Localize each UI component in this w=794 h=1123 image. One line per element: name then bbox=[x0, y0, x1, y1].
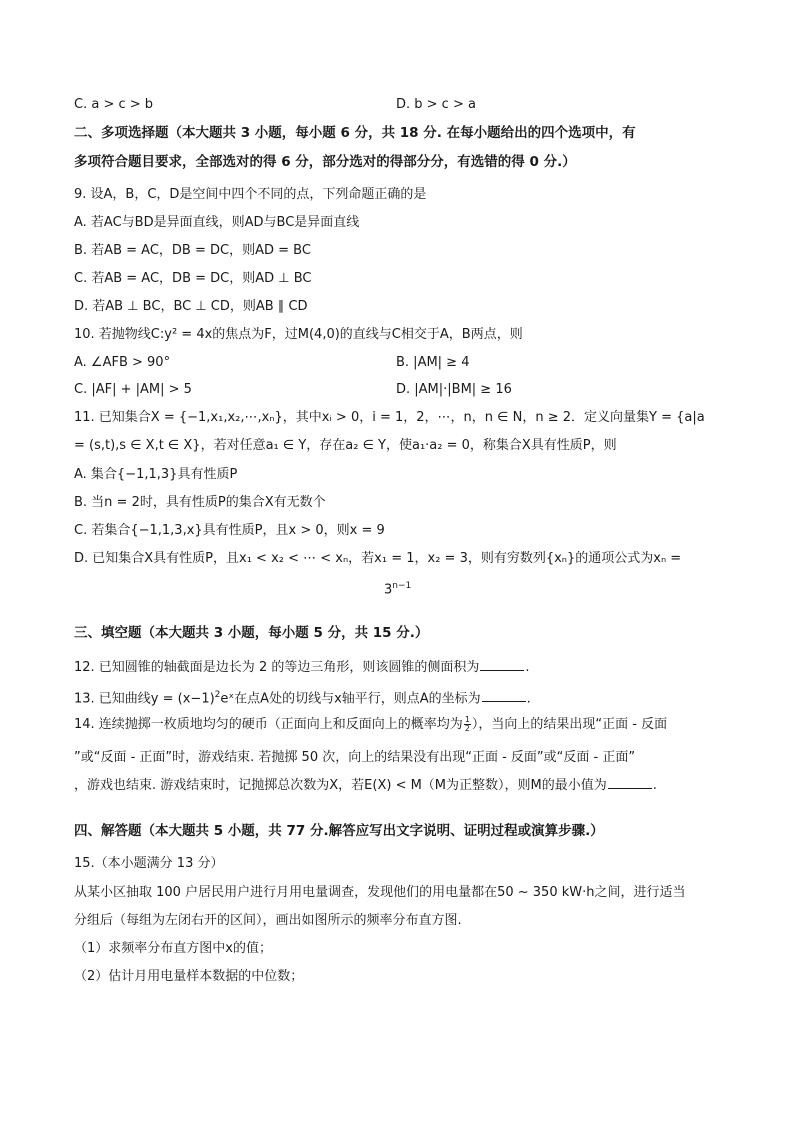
q15-line2: 分组后（每组为左闭右开的区间），画出如图所示的频率分布直方图. bbox=[74, 913, 462, 928]
q11-stem-line1: 11. 已知集合X = {−1,x₁,x₂,⋯,xₙ}，其中xᵢ > 0，i = 1，2，⋯，n，n ∈ N，n ≥ 2．定义向量集Y = {a|a bbox=[74, 410, 705, 425]
q11-option-d-line1: D. 已知集合X具有性质P，且x₁ < x₂ < ⋯ < xₙ，若x₁ = 1，x₂ = 3，则有穷数列{xₙ}的通项公式为xₙ = bbox=[74, 551, 682, 566]
q8-option-c: C. a > c > b bbox=[74, 97, 154, 112]
q13-stem-pre: 13. 已知曲线y = (x−1) bbox=[74, 691, 215, 707]
q10-option-a: A. ∠AFB > 90° bbox=[74, 355, 171, 370]
q14-line3-text: ，游戏也结束. 游戏结束时，记抛掷总次数为X，若E(X) < M（M为正整数），则M的最小值为 bbox=[74, 778, 607, 793]
section3-title: 三、填空题（本大题共 3 小题，每小题 5 分，共 15 分.） bbox=[74, 625, 429, 641]
q15-part1: （1）求频率分布直方图中x的值； bbox=[74, 941, 272, 956]
q12-stem: 12. 已知圆锥的轴截面是边长为 2 的等边三角形，则该圆锥的侧面积为 bbox=[74, 660, 480, 675]
q11-option-a: A. 集合{−1,1,3}具有性质P bbox=[74, 467, 238, 482]
q15-line1: 从某小区抽取 100 户居民用户进行月用电量调查，发现他们的用电量都在50 ~ 350 kW·h之间，进行适当 bbox=[74, 885, 686, 900]
q14-frac-num: 1 bbox=[464, 715, 470, 724]
section2-title-line2: 多项符合题目要求，全部选对的得 6 分，部分选对的得部分分，有选错的得 0 分.） bbox=[74, 154, 576, 170]
q9-stem: 9. 设A，B，C，D是空间中四个不同的点，下列命题正确的是 bbox=[74, 187, 427, 202]
q11-formula-base: 3 bbox=[384, 582, 393, 598]
q10-option-c: C. |AF| + |AM| > 5 bbox=[74, 382, 192, 397]
q13-stem-post: eˣ在点A处的切线与x轴平行，则点A的坐标为 bbox=[220, 691, 481, 707]
section2-title-line1: 二、多项选择题（本大题共 3 小题，每小题 6 分，共 18 分. 在每小题给出的四个选项中，有 bbox=[74, 125, 636, 141]
q11-option-d-formula bbox=[384, 577, 411, 599]
q8-option-d: D. b > c > a bbox=[396, 97, 476, 112]
q9-option-c: C. 若AB = AC，DB = DC，则AD ⊥ BC bbox=[74, 271, 312, 286]
q10-option-b: B. |AM| ≥ 4 bbox=[396, 355, 470, 370]
q14-answer-blank[interactable] bbox=[608, 777, 652, 789]
q14-end: . bbox=[652, 778, 657, 793]
q13-answer-blank[interactable] bbox=[482, 690, 526, 702]
q12-text bbox=[74, 659, 529, 677]
q10-stem: 10. 若抛物线C:y² = 4x的焦点为F，过M(4,0)的直线与C相交于A，B两点，则 bbox=[74, 327, 523, 342]
q14-line1-post: ），当向上的结果出现“正面 - 反面 bbox=[471, 717, 668, 732]
q9-option-d: D. 若AB ⊥ BC，BC ⊥ CD，则AB ∥ CD bbox=[74, 299, 308, 314]
q14-line1-pre: 14. 连续抛掷一枚质地均匀的硬币（正面向上和反面向上的概率均为 bbox=[74, 717, 463, 732]
q11-formula-exponent: n−1 bbox=[392, 581, 412, 591]
q13-end: . bbox=[526, 691, 531, 707]
q9-option-a: A. 若AC与BD是异面直线，则AD与BC是异面直线 bbox=[74, 215, 360, 230]
q14-line3 bbox=[74, 777, 657, 795]
q10-option-d: D. |AM|·|BM| ≥ 16 bbox=[396, 382, 512, 397]
q12-end: . bbox=[525, 660, 530, 675]
q9-option-b: B. 若AB = AC，DB = DC，则AD = BC bbox=[74, 243, 311, 258]
section4-title: 四、解答题（本大题共 5 小题，共 77 分.解答应写出文字说明、证明过程或演算步骤.） bbox=[74, 823, 604, 839]
q13-exponent: 2 bbox=[214, 690, 221, 700]
q14-line1 bbox=[74, 716, 667, 734]
q14-fraction bbox=[464, 716, 471, 733]
q12-answer-blank[interactable] bbox=[480, 659, 524, 671]
q14-line2: ”或“反面 - 正面”时，游戏结束. 若抛掷 50 次，向上的结果没有出现“正面 - 反面”或“反面 - 正面” bbox=[74, 750, 636, 765]
q13-text bbox=[74, 686, 531, 708]
q11-stem-line2: = (s,t),s ∈ X,t ∈ X}，若对任意a₁ ∈ Y，存在a₂ ∈ Y，使a₁·a₂ = 0，称集合X具有性质P，则 bbox=[74, 438, 617, 453]
q11-option-c: C. 若集合{−1,1,3,x}具有性质P，且x > 0，则x = 9 bbox=[74, 523, 385, 538]
q11-option-b: B. 当n = 2时，具有性质P的集合X有无数个 bbox=[74, 495, 326, 510]
q15-header: 15.（本小题满分 13 分） bbox=[74, 856, 224, 871]
q15-part2: （2）估计月用电量样本数据的中位数； bbox=[74, 969, 304, 984]
q14-frac-den: 2 bbox=[464, 724, 470, 733]
